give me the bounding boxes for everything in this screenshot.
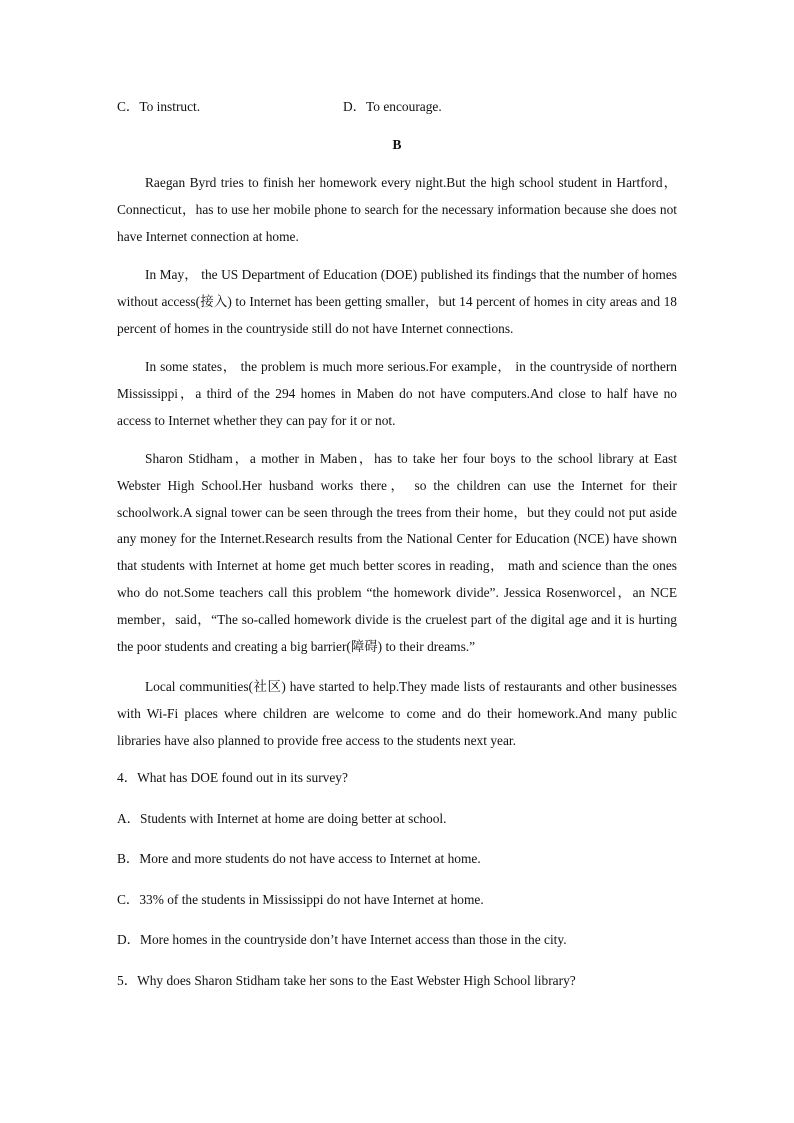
passage-paragraph-5: Local communities(社区) have started to help.They made lists of restaurants and other businesses with Wi-Fi places where children are welcome to come and do their homework.And many public libraries have also planned to provide free access to the students next year. — [117, 679, 677, 748]
section-title: B — [392, 137, 402, 152]
option-d: D．To encourage. — [343, 99, 442, 114]
question-4-option-d: D．More homes in the countryside don’t have Internet access than those in the city. — [117, 932, 567, 947]
passage-paragraph-2: In May， the US Department of Education (DOE) published its findings that the number of homes without access(接入) to Internet has been getting smaller，but 14 percent of homes in city areas and 18 percent of homes in the countryside still do not have Internet connections. — [117, 267, 677, 336]
option-c: C．To instruct. — [117, 99, 201, 114]
question-4-option-a: A．Students with Internet at home are doing better at school. — [117, 811, 447, 826]
previous-question-options — [117, 96, 677, 116]
question-4-option-c: C．33% of the students in Mississippi do not have Internet at home. — [117, 892, 484, 907]
question-5-stem: 5．Why does Sharon Stidham take her sons to the East Webster High School library? — [117, 973, 576, 988]
question-4-stem: 4．What has DOE found out in its survey? — [117, 770, 348, 785]
passage-paragraph-3: In some states， the problem is much more serious.For example， in the countryside of northern Mississippi，a third of the 294 homes in Maben do not have computers.And close to half have no access to Internet whether they can pay for it or not. — [117, 359, 677, 428]
question-4-option-b: B．More and more students do not have access to Internet at home. — [117, 851, 481, 866]
passage-paragraph-4: Sharon Stidham，a mother in Maben，has to take her four boys to the school library at East Webster High School.Her husband works there， so the children can use the Internet for their schoolwork.A signal tower can be seen through the trees from their home，but they could not put aside any money for the Internet.Research results from the National Center for Education (NCE) have shown that students with Internet at home get much better scores in reading， math and science than the ones who do not.Some teachers call this problem “the homework divide”. Jessica Rosenworcel，an NCE member，said，“The so-called homework divide is the cruelest part of the digital age and it is hurting the poor students and creating a big barrier(障碍) to their dreams.” — [117, 451, 677, 654]
passage-paragraph-1: Raegan Byrd tries to finish her homework every night.But the high school student in Hartford，Connecticut，has to use her mobile phone to search for the necessary information because she does not have Internet connection at home. — [117, 175, 677, 244]
